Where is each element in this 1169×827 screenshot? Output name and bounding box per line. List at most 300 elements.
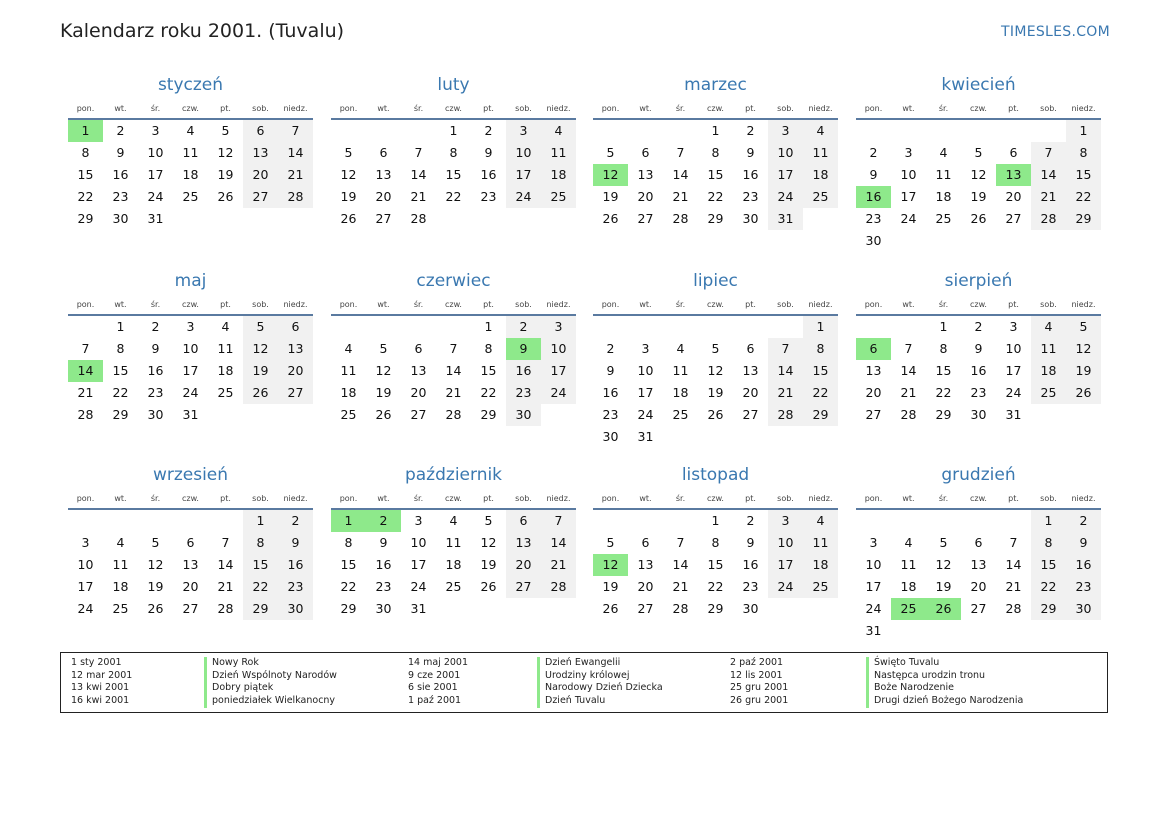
- day-cell: 16: [506, 360, 541, 382]
- empty-cell: [891, 120, 926, 142]
- day-cell: 27: [637, 211, 654, 226]
- day-cell: 25: [217, 385, 234, 400]
- holiday-date: 13 kwi 2001: [71, 682, 130, 694]
- month-name: wrzesień: [152, 465, 229, 485]
- day-cell: 7: [81, 341, 90, 356]
- weekday-header: [331, 298, 576, 316]
- holiday-name: Drugi dzień Bożego Narodzenia: [866, 695, 1023, 708]
- weekday-label: czw.: [707, 300, 724, 309]
- day-cell: 3: [768, 120, 803, 142]
- day-cell: 16: [278, 554, 313, 576]
- day-cell: 22: [1031, 576, 1066, 598]
- day-cell: 9: [746, 145, 755, 160]
- day-cell: 31: [410, 601, 427, 616]
- weekday-label: sob.: [252, 104, 269, 113]
- day-cell: 18: [445, 557, 462, 572]
- weekday-label: sob.: [777, 104, 794, 113]
- day-cell: 17: [637, 385, 654, 400]
- day-cell: 8: [1066, 142, 1101, 164]
- empty-cell: [663, 510, 698, 532]
- day-cell: 21: [217, 579, 234, 594]
- day-cell: 2: [1066, 510, 1101, 532]
- day-cell: 28: [672, 211, 689, 226]
- day-cell: 21: [77, 385, 94, 400]
- weekday-label: pon.: [339, 104, 358, 113]
- day-cell: 11: [541, 142, 576, 164]
- weekday-label: śr.: [938, 494, 949, 503]
- day-cell: 3: [1009, 319, 1018, 334]
- weekday-header: [68, 102, 313, 120]
- holiday-name: Urodziny królowej: [537, 670, 630, 683]
- day-cell: 2: [746, 513, 755, 528]
- weekday-label: wt.: [639, 104, 652, 113]
- day-cell: 5: [484, 513, 493, 528]
- day-cell: 2: [151, 319, 160, 334]
- weekday-label: pt.: [745, 494, 756, 503]
- weekday-label: wt.: [114, 104, 127, 113]
- empty-cell: [926, 120, 961, 142]
- month-name: grudzień: [941, 465, 1016, 485]
- empty-cell: [856, 510, 891, 532]
- day-cell: 12: [147, 557, 164, 572]
- day-cell: 9: [869, 167, 878, 182]
- weekday-header: [593, 102, 838, 120]
- day-cell: 1: [803, 316, 838, 338]
- day-cell: 16: [375, 557, 392, 572]
- day-cell: 28: [445, 407, 462, 422]
- day-cell: 6: [278, 316, 313, 338]
- day-cell: 19: [243, 360, 278, 382]
- day-cell: 29: [340, 601, 357, 616]
- holiday-date: 9 cze 2001: [408, 669, 461, 681]
- day-cell: 7: [449, 341, 458, 356]
- month-name: sierpień: [944, 271, 1013, 291]
- day-cell: 1: [939, 319, 948, 334]
- day-cell: 11: [803, 532, 838, 554]
- day-cell: 29: [1066, 208, 1101, 230]
- weekday-label: pon.: [339, 300, 358, 309]
- day-cell: 15: [77, 167, 94, 182]
- weekday-label: niedz.: [546, 300, 571, 309]
- day-cell: 22: [935, 385, 952, 400]
- day-cell: 8: [81, 145, 90, 160]
- holiday-name: Narodowy Dzień Dziecka: [537, 682, 663, 695]
- day-cell: 1: [243, 510, 278, 532]
- day-cell: 26: [217, 189, 234, 204]
- day-grid: [856, 316, 1101, 426]
- day-cell: 4: [939, 145, 948, 160]
- weekday-label: śr.: [413, 104, 424, 113]
- empty-cell: [698, 316, 733, 338]
- day-cell: 11: [445, 535, 462, 550]
- holiday-name: Święto Tuvalu: [866, 657, 939, 670]
- day-grid: [856, 120, 1101, 252]
- day-cell: 23: [147, 385, 164, 400]
- empty-cell: [891, 316, 926, 338]
- day-cell: 10: [182, 341, 199, 356]
- day-cell: 9: [506, 338, 541, 360]
- day-cell: 18: [182, 167, 199, 182]
- day-cell: 18: [900, 579, 917, 594]
- day-cell: 3: [869, 535, 878, 550]
- day-cell: 15: [1031, 554, 1066, 576]
- holiday-date: 1 paź 2001: [408, 695, 462, 707]
- day-cell: 13: [865, 363, 882, 378]
- day-cell: 17: [182, 363, 199, 378]
- weekday-label: wt.: [639, 494, 652, 503]
- holiday-name: Dobry piątek: [204, 682, 273, 695]
- day-cell: 4: [221, 319, 230, 334]
- empty-cell: [331, 120, 366, 142]
- day-cell: 14: [278, 142, 313, 164]
- day-cell: 17: [900, 189, 917, 204]
- day-cell: 25: [803, 576, 838, 598]
- day-cell: 11: [112, 557, 129, 572]
- day-cell: 14: [68, 360, 103, 382]
- holiday-name: Dzień Wspólnoty Narodów: [204, 670, 337, 683]
- empty-cell: [436, 316, 471, 338]
- day-cell: 20: [278, 360, 313, 382]
- empty-cell: [961, 510, 996, 532]
- day-cell: 26: [480, 579, 497, 594]
- day-cell: 5: [974, 145, 983, 160]
- day-cell: 18: [1031, 360, 1066, 382]
- month-6: [331, 270, 576, 426]
- day-cell: 10: [768, 532, 803, 554]
- day-cell: 16: [147, 363, 164, 378]
- day-cell: 24: [900, 211, 917, 226]
- day-cell: 2: [606, 341, 615, 356]
- day-cell: 15: [707, 557, 724, 572]
- day-cell: 31: [637, 429, 654, 444]
- day-cell: 15: [112, 363, 129, 378]
- weekday-label: sob.: [777, 300, 794, 309]
- month-name: luty: [437, 75, 470, 95]
- day-grid: [331, 510, 576, 620]
- day-cell: 9: [278, 532, 313, 554]
- day-cell: 26: [926, 598, 961, 620]
- empty-cell: [366, 316, 401, 338]
- day-cell: 15: [340, 557, 357, 572]
- day-cell: 27: [1005, 211, 1022, 226]
- day-cell: 13: [375, 167, 392, 182]
- weekday-label: wt.: [902, 494, 915, 503]
- empty-cell: [733, 316, 768, 338]
- day-cell: 6: [641, 145, 650, 160]
- empty-cell: [663, 316, 698, 338]
- empty-cell: [891, 510, 926, 532]
- day-cell: 13: [410, 363, 427, 378]
- day-cell: 23: [1066, 576, 1101, 598]
- day-cell: 29: [707, 211, 724, 226]
- weekday-label: śr.: [675, 494, 686, 503]
- day-cell: 4: [449, 513, 458, 528]
- day-cell: 24: [768, 186, 803, 208]
- month-8: [856, 270, 1101, 426]
- day-cell: 25: [672, 407, 689, 422]
- day-cell: 5: [1066, 316, 1101, 338]
- day-cell: 11: [900, 557, 917, 572]
- day-cell: 13: [243, 142, 278, 164]
- weekday-label: pt.: [220, 104, 231, 113]
- day-cell: 12: [217, 145, 234, 160]
- day-cell: 18: [803, 554, 838, 576]
- day-cell: 29: [803, 404, 838, 426]
- month-1: [68, 74, 313, 230]
- day-cell: 27: [970, 601, 987, 616]
- day-cell: 9: [484, 145, 493, 160]
- day-cell: 24: [865, 601, 882, 616]
- day-cell: 2: [484, 123, 493, 138]
- empty-cell: [628, 120, 663, 142]
- day-grid: [331, 316, 576, 426]
- weekday-label: śr.: [675, 104, 686, 113]
- day-cell: 15: [243, 554, 278, 576]
- empty-cell: [628, 316, 663, 338]
- month-10: [331, 464, 576, 620]
- day-cell: 1: [331, 510, 366, 532]
- empty-cell: [401, 120, 436, 142]
- holiday-date: 25 gru 2001: [730, 682, 789, 694]
- day-cell: 25: [340, 407, 357, 422]
- day-cell: 26: [243, 382, 278, 404]
- day-cell: 22: [803, 382, 838, 404]
- day-cell: 5: [151, 535, 160, 550]
- weekday-label: pon.: [76, 300, 95, 309]
- day-cell: 3: [414, 513, 423, 528]
- weekday-label: niedz.: [283, 300, 308, 309]
- day-cell: 20: [243, 164, 278, 186]
- day-cell: 30: [1066, 598, 1101, 620]
- day-cell: 12: [593, 164, 628, 186]
- day-cell: 3: [81, 535, 90, 550]
- weekday-header: [331, 492, 576, 510]
- day-cell: 2: [869, 145, 878, 160]
- day-cell: 4: [116, 535, 125, 550]
- weekday-label: pon.: [76, 494, 95, 503]
- day-cell: 13: [637, 167, 654, 182]
- day-cell: 3: [541, 316, 576, 338]
- day-cell: 2: [366, 510, 401, 532]
- day-cell: 16: [742, 557, 759, 572]
- day-cell: 6: [746, 341, 755, 356]
- weekday-label: niedz.: [808, 104, 833, 113]
- day-cell: 26: [602, 601, 619, 616]
- weekday-label: czw.: [970, 300, 987, 309]
- weekday-header: [856, 102, 1101, 120]
- day-cell: 14: [900, 363, 917, 378]
- weekday-label: śr.: [150, 494, 161, 503]
- weekday-label: niedz.: [1071, 104, 1096, 113]
- day-grid: [593, 316, 838, 448]
- day-cell: 30: [278, 598, 313, 620]
- weekday-header: [593, 298, 838, 316]
- day-cell: 19: [480, 557, 497, 572]
- day-cell: 20: [506, 554, 541, 576]
- empty-cell: [593, 120, 628, 142]
- day-cell: 6: [379, 145, 388, 160]
- day-cell: 25: [803, 186, 838, 208]
- weekday-label: sob.: [777, 494, 794, 503]
- day-cell: 3: [186, 319, 195, 334]
- weekday-label: niedz.: [283, 494, 308, 503]
- day-grid: [856, 510, 1101, 642]
- day-cell: 25: [445, 579, 462, 594]
- day-cell: 1: [711, 123, 720, 138]
- day-grid: [68, 120, 313, 230]
- day-cell: 27: [742, 407, 759, 422]
- day-cell: 30: [742, 601, 759, 616]
- weekday-label: pt.: [220, 300, 231, 309]
- day-cell: 13: [970, 557, 987, 572]
- day-cell: 23: [742, 189, 759, 204]
- day-cell: 14: [1031, 164, 1066, 186]
- day-cell: 10: [77, 557, 94, 572]
- day-cell: 20: [637, 189, 654, 204]
- day-cell: 5: [711, 341, 720, 356]
- empty-cell: [926, 510, 961, 532]
- day-cell: 8: [939, 341, 948, 356]
- day-cell: 23: [375, 579, 392, 594]
- day-cell: 28: [77, 407, 94, 422]
- day-cell: 11: [672, 363, 689, 378]
- weekday-label: sob.: [252, 494, 269, 503]
- empty-cell: [173, 510, 208, 532]
- day-cell: 17: [506, 164, 541, 186]
- page-title: Kalendarz roku 2001. (Tuvalu): [60, 20, 345, 42]
- day-cell: 9: [379, 535, 388, 550]
- empty-cell: [593, 316, 628, 338]
- day-cell: 16: [112, 167, 129, 182]
- weekday-label: pt.: [745, 104, 756, 113]
- weekday-label: sob.: [1040, 494, 1057, 503]
- day-cell: 26: [340, 211, 357, 226]
- day-cell: 6: [856, 338, 891, 360]
- day-cell: 25: [112, 601, 129, 616]
- day-cell: 2: [116, 123, 125, 138]
- day-cell: 29: [243, 598, 278, 620]
- day-cell: 28: [541, 576, 576, 598]
- day-cell: 5: [243, 316, 278, 338]
- day-cell: 30: [970, 407, 987, 422]
- month-2: [331, 74, 576, 230]
- day-cell: 8: [484, 341, 493, 356]
- day-cell: 5: [379, 341, 388, 356]
- month-name: listopad: [681, 465, 750, 485]
- day-cell: 28: [1031, 208, 1066, 230]
- day-cell: 2: [506, 316, 541, 338]
- day-cell: 11: [340, 363, 357, 378]
- day-cell: 23: [112, 189, 129, 204]
- day-cell: 26: [1066, 382, 1101, 404]
- day-cell: 14: [672, 557, 689, 572]
- day-cell: 16: [856, 186, 891, 208]
- day-cell: 1: [68, 120, 103, 142]
- day-cell: 15: [707, 167, 724, 182]
- day-cell: 15: [480, 363, 497, 378]
- holiday-date: 12 lis 2001: [730, 669, 783, 681]
- day-cell: 8: [344, 535, 353, 550]
- empty-cell: [68, 510, 103, 532]
- day-cell: 11: [217, 341, 234, 356]
- weekday-label: śr.: [675, 300, 686, 309]
- day-cell: 28: [217, 601, 234, 616]
- day-cell: 26: [602, 211, 619, 226]
- weekday-label: czw.: [445, 104, 462, 113]
- empty-cell: [996, 120, 1031, 142]
- holiday-date: 16 kwi 2001: [71, 695, 130, 707]
- day-cell: 26: [147, 601, 164, 616]
- day-cell: 9: [606, 363, 615, 378]
- day-cell: 30: [865, 233, 882, 248]
- day-cell: 31: [1005, 407, 1022, 422]
- day-cell: 12: [707, 363, 724, 378]
- weekday-label: niedz.: [808, 300, 833, 309]
- day-grid: [331, 120, 576, 230]
- day-cell: 30: [602, 429, 619, 444]
- day-cell: 8: [449, 145, 458, 160]
- day-cell: 10: [637, 363, 654, 378]
- day-cell: 18: [340, 385, 357, 400]
- holiday-name: Boże Narodzenie: [866, 682, 954, 695]
- day-cell: 20: [182, 579, 199, 594]
- day-cell: 23: [278, 576, 313, 598]
- weekday-header: [856, 492, 1101, 510]
- holiday-date: 1 sty 2001: [71, 657, 122, 668]
- day-cell: 24: [182, 385, 199, 400]
- empty-cell: [401, 316, 436, 338]
- day-cell: 22: [112, 385, 129, 400]
- day-cell: 9: [151, 341, 160, 356]
- day-cell: 10: [541, 338, 576, 360]
- holiday-name: Następca urodzin tronu: [866, 670, 985, 683]
- day-cell: 27: [278, 382, 313, 404]
- day-cell: 22: [1066, 186, 1101, 208]
- day-cell: 19: [602, 579, 619, 594]
- day-cell: 12: [375, 363, 392, 378]
- day-cell: 17: [865, 579, 882, 594]
- day-cell: 7: [1009, 535, 1018, 550]
- day-cell: 29: [112, 407, 129, 422]
- empty-cell: [1031, 120, 1066, 142]
- day-grid: [68, 316, 313, 426]
- day-cell: 15: [803, 360, 838, 382]
- weekday-label: pon.: [601, 300, 620, 309]
- day-cell: 9: [746, 535, 755, 550]
- month-5: [68, 270, 313, 426]
- weekday-label: sob.: [515, 104, 532, 113]
- day-cell: 31: [865, 623, 882, 638]
- day-cell: 30: [506, 404, 541, 426]
- day-cell: 11: [935, 167, 952, 182]
- day-cell: 6: [1009, 145, 1018, 160]
- day-cell: 4: [803, 510, 838, 532]
- weekday-label: śr.: [938, 300, 949, 309]
- day-cell: 10: [1005, 341, 1022, 356]
- holiday-name: Dzień Tuvalu: [537, 695, 605, 708]
- day-cell: 25: [935, 211, 952, 226]
- day-cell: 23: [970, 385, 987, 400]
- day-cell: 19: [1066, 360, 1101, 382]
- day-cell: 27: [243, 186, 278, 208]
- day-cell: 30: [112, 211, 129, 226]
- day-cell: 4: [904, 535, 913, 550]
- day-cell: 4: [1031, 316, 1066, 338]
- day-cell: 15: [445, 167, 462, 182]
- day-cell: 23: [602, 407, 619, 422]
- site-link[interactable]: TIMESLES.COM: [1001, 24, 1110, 40]
- day-cell: 29: [480, 407, 497, 422]
